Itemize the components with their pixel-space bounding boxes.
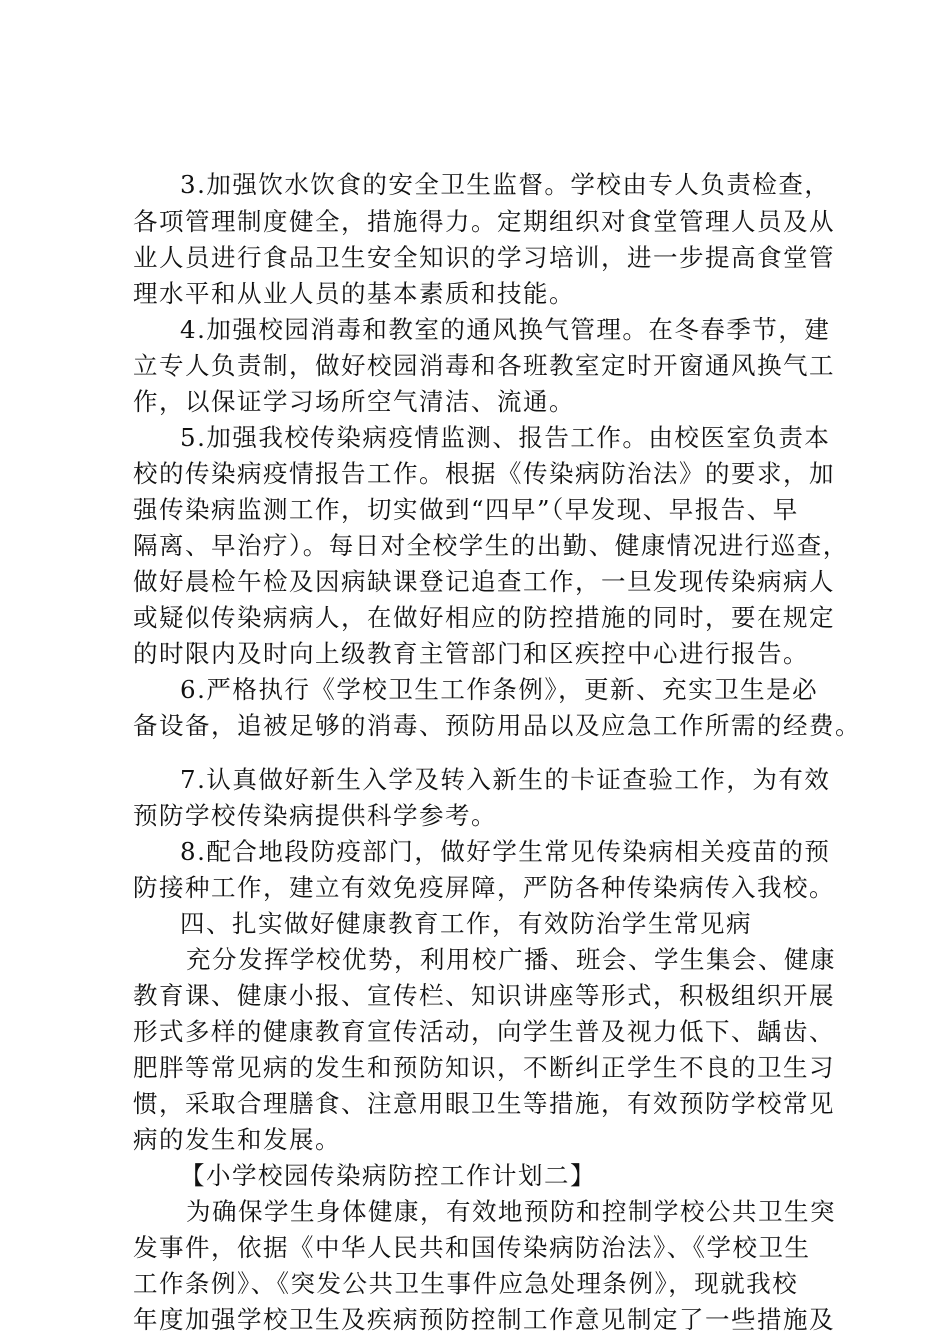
- paragraph-line: 3.加强饮水饮食的安全卫生监督。学校由专人负责检查，: [180, 170, 831, 199]
- paragraph-line: 充分发挥学校优势，利用校广播、班会、学生集会、健康: [186, 945, 836, 974]
- paragraph-line: 惯，采取合理膳食、注意用眼卫生等措施，有效预防学校常见: [133, 1089, 835, 1118]
- paragraph-line: 4.加强校园消毒和教室的通风换气管理。在冬春季节，建: [180, 315, 831, 344]
- paragraph-line: 各项管理制度健全，措施得力。定期组织对食堂管理人员及从: [133, 207, 835, 236]
- paragraph-line: 病的发生和发展。: [133, 1125, 341, 1154]
- paragraph-line: 的时限内及时向上级教育主管部门和区疾控中心进行报告。: [133, 639, 809, 668]
- paragraph-line: 7.认真做好新生入学及转入新生的卡证查验工作，为有效: [180, 765, 831, 794]
- paragraph-line: 为确保学生身体健康，有效地预防和控制学校公共卫生突: [186, 1197, 836, 1226]
- paragraph-line: 作，以保证学习场所空气清洁、流通。: [133, 387, 575, 416]
- paragraph-line: 工作条例》、《突发公共卫生事件应急处理条例》，现就我校: [133, 1269, 799, 1298]
- paragraph-line: 理水平和从业人员的基本素质和技能。: [133, 279, 575, 308]
- paragraph-line: 隔离、早治疗）。每日对全校学生的出勤、健康情况进行巡查，: [133, 531, 849, 560]
- paragraph-line: 形式多样的健康教育宣传活动，向学生普及视力低下、龋齿、: [133, 1017, 835, 1046]
- paragraph-line: 发事件，依据《中华人民共和国传染病防治法》、《学校卫生: [133, 1233, 811, 1262]
- paragraph-line: 年度加强学校卫生及疾病预防控制工作意见制定了一些措施及: [133, 1305, 835, 1334]
- paragraph-line: 校的传染病疫情报告工作。根据《传染病防治法》的要求，加: [133, 459, 835, 488]
- paragraph-line: 立专人负责制，做好校园消毒和各班教室定时开窗通风换气工: [133, 351, 835, 380]
- paragraph-line: 8.配合地段防疫部门，做好学生常见传染病相关疫苗的预: [180, 837, 831, 866]
- section-title: 【小学校园传染病防控工作计划二】: [180, 1161, 596, 1190]
- paragraph-line: 肥胖等常见病的发生和预防知识，不断纠正学生不良的卫生习: [133, 1053, 835, 1082]
- section-heading: 四、扎实做好健康教育工作，有效防治学生常见病: [180, 909, 752, 938]
- paragraph-line: 预防学校传染病提供科学参考。: [133, 801, 497, 830]
- paragraph-line: 业人员进行食品卫生安全知识的学习培训，进一步提高食堂管: [133, 243, 835, 272]
- paragraph-line: 5.加强我校传染病疫情监测、报告工作。由校医室负责本: [180, 423, 831, 452]
- paragraph-line: 做好晨检午检及因病缺课登记追查工作，一旦发现传染病病人: [133, 567, 835, 596]
- paragraph-line: 6.严格执行《学校卫生工作条例》，更新、充实卫生是必: [180, 675, 819, 704]
- paragraph-line: 强传染病监测工作，切实做到“四早”（早发现、早报告、早: [133, 495, 799, 524]
- paragraph-line: 防接种工作，建立有效免疫屏障，严防各种传染病传入我校。: [133, 873, 835, 902]
- paragraph-line: 教育课、健康小报、宣传栏、知识讲座等形式，积极组织开展: [133, 981, 835, 1010]
- paragraph-line: 备设备，追被足够的消毒、预防用品以及应急工作所需的经费。: [133, 711, 861, 740]
- paragraph-line: 或疑似传染病病人，在做好相应的防控措施的同时，要在规定: [133, 603, 835, 632]
